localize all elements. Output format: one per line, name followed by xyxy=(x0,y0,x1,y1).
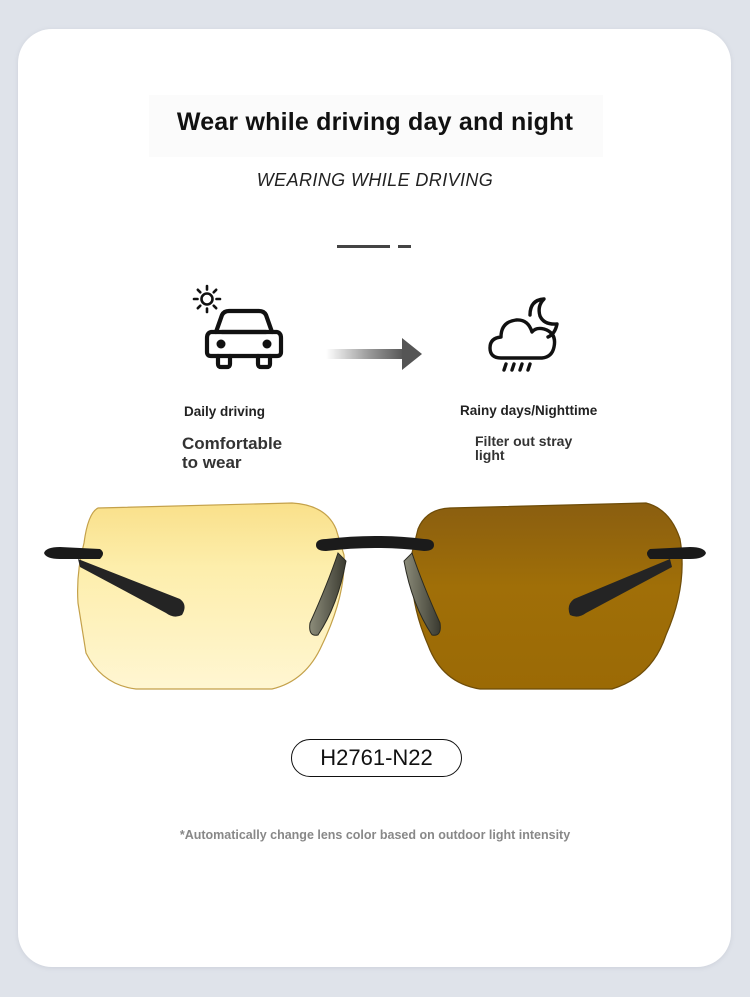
page-subtitle: WEARING WHILE DRIVING xyxy=(256,170,494,190)
page-title: Wear while driving day and night xyxy=(176,108,574,136)
divider-short xyxy=(398,245,411,248)
photochromic-sunglasses-image xyxy=(40,495,710,695)
night-label: Rainy days/Nighttime xyxy=(460,403,598,418)
divider-long xyxy=(337,245,390,248)
night-benefit: Filter out stray light xyxy=(475,433,573,463)
footnote: *Automatically change lens color based on outdoor light intensity xyxy=(179,828,571,842)
car-with-sun-icon xyxy=(188,282,284,374)
cloud-moon-rain-icon xyxy=(484,294,564,374)
day-benefit: Comfortable to wear xyxy=(182,434,283,472)
day-label: Daily driving xyxy=(184,404,266,419)
model-number-badge: H2761-N22 xyxy=(291,739,462,777)
arrow-right-icon xyxy=(324,336,424,372)
